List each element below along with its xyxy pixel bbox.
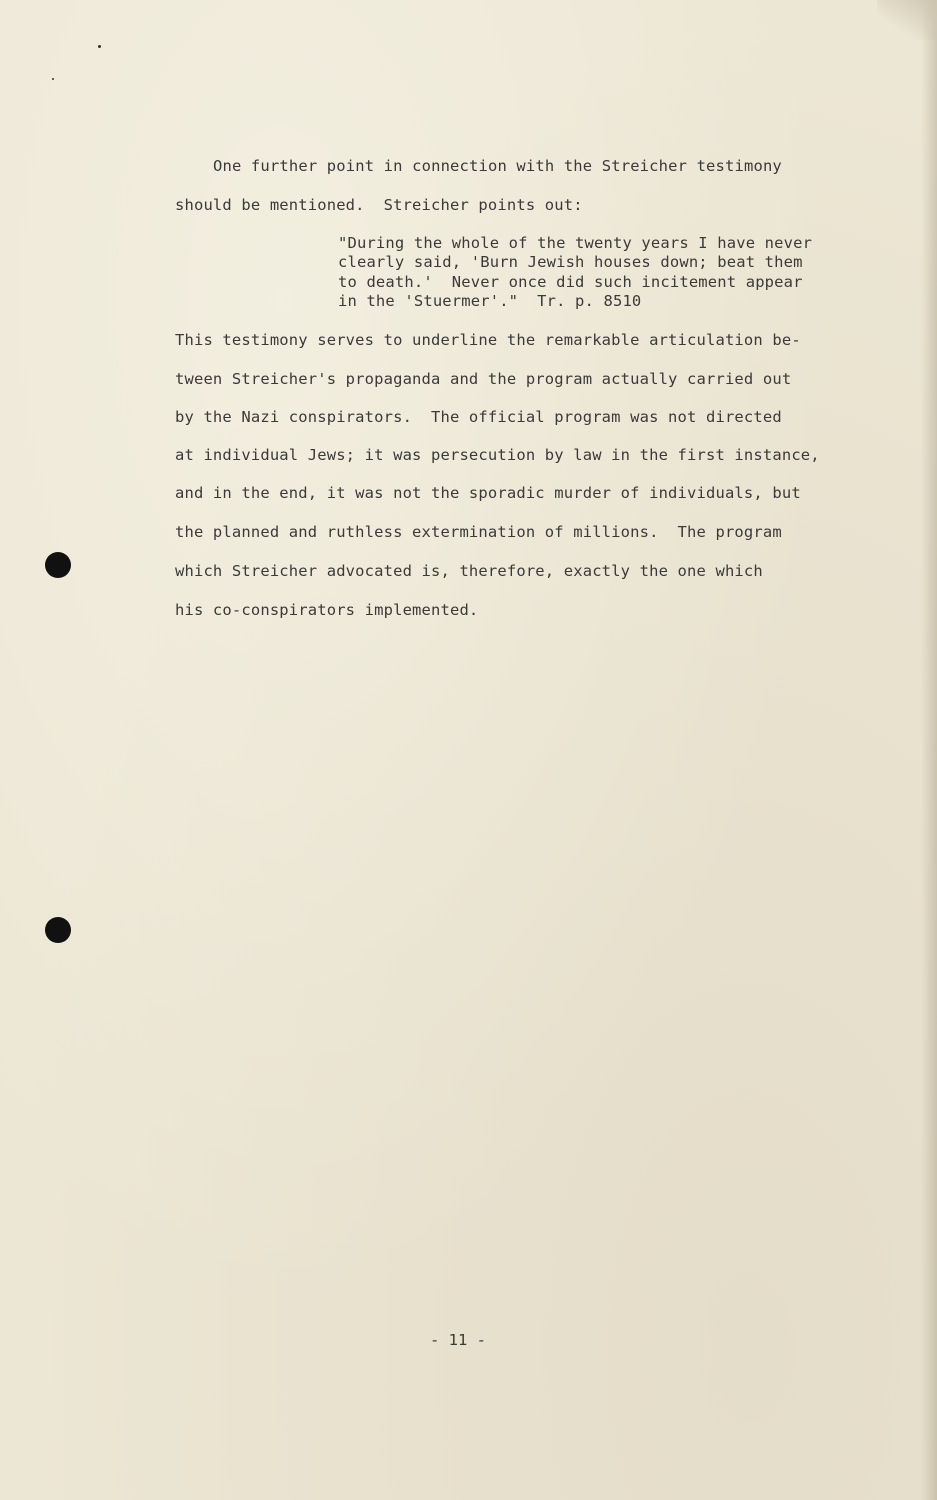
- body-line: at individual Jews; it was persecution by law in the first instance,: [175, 446, 820, 464]
- quote-line: to death.' Never once did such incitement appear: [338, 273, 803, 291]
- intro-line: should be mentioned. Streicher points out:: [175, 196, 583, 214]
- body-line: by the Nazi conspirators. The official program was not directed: [175, 408, 782, 426]
- ink-speck: [98, 45, 101, 48]
- body-line: his co-conspirators implemented.: [175, 601, 479, 619]
- page-number: - 11 -: [430, 1331, 486, 1349]
- intro-line: One further point in connection with the Streicher testimony: [213, 157, 782, 175]
- body-line: and in the end, it was not the sporadic murder of individuals, but: [175, 484, 801, 502]
- punch-hole-bottom: [45, 917, 71, 943]
- punch-hole-top: [45, 552, 71, 578]
- quote-line: in the 'Stuermer'." Tr. p. 8510: [338, 292, 642, 310]
- body-line: the planned and ruthless extermination of millions. The program: [175, 523, 782, 541]
- quote-line: "During the whole of the twenty years I have never: [338, 234, 813, 252]
- body-line: which Streicher advocated is, therefore, exactly the one which: [175, 562, 763, 580]
- body-line: This testimony serves to underline the remarkable articulation be-: [175, 331, 801, 349]
- body-line: tween Streicher's propaganda and the program actually carried out: [175, 370, 792, 388]
- ink-speck: [52, 78, 54, 80]
- paper-corner-shadow: [877, 0, 937, 40]
- paper-edge-shadow: [921, 0, 937, 1500]
- quote-line: clearly said, 'Burn Jewish houses down; beat them: [338, 253, 803, 271]
